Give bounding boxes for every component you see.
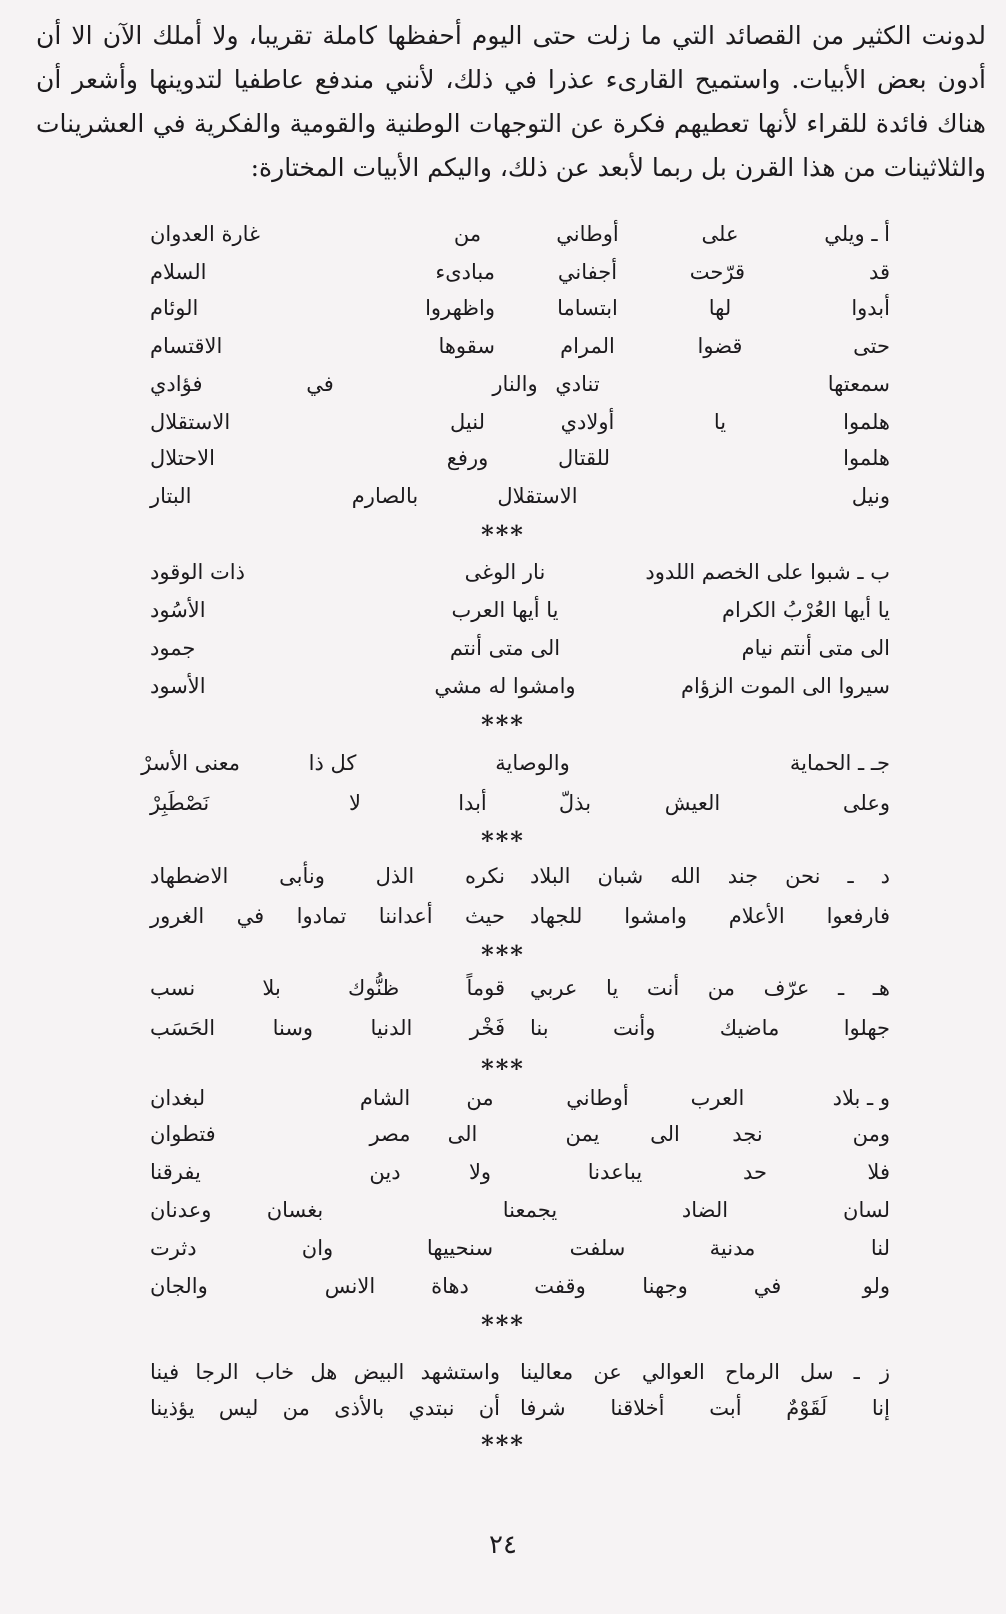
verse-segment: حد xyxy=(742,1160,767,1184)
poem-verse xyxy=(0,478,1006,514)
verse-segment: والوصاية xyxy=(495,751,570,775)
verse-segment: دين xyxy=(369,1160,401,1184)
poem-verse xyxy=(0,785,1006,821)
verse-segment: الاحتلال xyxy=(150,446,215,470)
verse-segment: لا xyxy=(349,791,361,815)
verse-segment: لبغدان xyxy=(150,1086,206,1110)
verse-segment: الاستقلال xyxy=(150,410,231,434)
verse-segment: بذلّ xyxy=(558,791,592,815)
poem-verse xyxy=(0,1230,1006,1266)
poem-verse xyxy=(0,554,1006,590)
verse-segment: ابتساما xyxy=(557,296,618,320)
verse-segment: ب ـ شبوا على الخصم اللدود xyxy=(645,560,890,584)
verse-segment: السلام xyxy=(150,260,207,284)
verse-segment: لنا xyxy=(870,1236,890,1260)
poem-verse xyxy=(0,216,1006,252)
section-separator: *** xyxy=(481,1430,525,1459)
verse-segment: ولو xyxy=(862,1274,890,1298)
verse-segment: واستشهد البيض هل خاب الرجا فينا xyxy=(150,1360,500,1384)
verse-segment: جـ ـ الحماية xyxy=(789,751,890,775)
verse-segment: تنادي xyxy=(555,372,600,396)
verse-segment: معنى الأسرْ xyxy=(141,751,240,775)
poem-verse xyxy=(0,1010,1006,1046)
verse-segment: الضاد xyxy=(681,1198,729,1222)
verse-segment: والنار xyxy=(492,372,538,396)
verse-segment: د ـ نحن جند الله شبان البلاد xyxy=(530,864,890,888)
verse-segment: إنا لَقَوْمٌ أبت أخلاقنا شرفا xyxy=(520,1396,890,1420)
verse-segment: ورفع xyxy=(446,446,489,470)
section-separator: *** xyxy=(481,940,525,969)
poem-verse xyxy=(0,858,1006,894)
verse-segment: سيروا الى الموت الزؤام xyxy=(680,674,890,698)
verse-segment: يباعدنا xyxy=(587,1160,643,1184)
poem-verse xyxy=(0,745,1006,781)
verse-segment: بالصارم xyxy=(351,484,419,508)
verse-segment: قضوا xyxy=(697,334,743,358)
verse-segment: مدنية xyxy=(709,1236,756,1260)
verse-segment: دثرت xyxy=(150,1236,197,1260)
verse-segment: ولا xyxy=(468,1160,492,1184)
verse-segment: المرام xyxy=(560,334,615,358)
verse-segment: البتار xyxy=(150,484,192,508)
verse-segment: قرّحت xyxy=(689,260,745,284)
verse-segment: ز ـ سل الرماح العوالي عن معالينا xyxy=(520,1360,890,1384)
verse-segment: الانس xyxy=(324,1274,376,1298)
verse-segment: نكره الذل ونأبى الاضطهاد xyxy=(150,864,505,888)
verse-segment: وقفت xyxy=(534,1274,586,1298)
verse-segment: أجفاني xyxy=(557,260,618,284)
verse-segment: نجد xyxy=(732,1122,763,1146)
verse-segment: العرب xyxy=(690,1086,745,1110)
poem-verse xyxy=(0,1080,1006,1116)
verse-segment: ذات الوقود xyxy=(150,560,245,584)
verse-segment: فَخْر الدنيا وسنا الحَسَب xyxy=(150,1016,505,1040)
section-separator: *** xyxy=(481,1054,525,1083)
verse-segment: مصر xyxy=(369,1122,411,1146)
poem-verse xyxy=(0,290,1006,326)
verse-segment: فتطوان xyxy=(150,1122,216,1146)
verse-segment: فؤادي xyxy=(150,372,203,396)
verse-segment: الى xyxy=(447,1122,478,1146)
verse-segment: الى متى أنتم xyxy=(449,636,561,660)
verse-segment: سمعتها xyxy=(827,372,890,396)
verse-segment: قد xyxy=(868,260,890,284)
verse-segment: الى متى أنتم نيام xyxy=(741,636,890,660)
section-separator: *** xyxy=(481,1310,525,1339)
poem-verse xyxy=(0,898,1006,934)
verse-segment: الأسُود xyxy=(150,598,206,622)
verse-segment: الأسود xyxy=(150,674,206,698)
verse-segment: بغسان xyxy=(266,1198,324,1222)
poem-verse xyxy=(0,1154,1006,1190)
verse-segment: الى xyxy=(650,1122,680,1146)
section-separator: *** xyxy=(481,710,525,739)
verse-segment: للقتال xyxy=(558,446,610,470)
section-separator: *** xyxy=(481,520,525,549)
poem-verse xyxy=(0,254,1006,290)
poem-verse xyxy=(0,404,1006,440)
verse-segment: سقوها xyxy=(438,334,495,358)
verse-segment: و ـ بلاد xyxy=(832,1086,890,1110)
poem-verse xyxy=(0,668,1006,704)
poem-verse xyxy=(0,1116,1006,1152)
verse-segment: أ ـ ويلي xyxy=(824,222,890,246)
verse-segment: الاقتسام xyxy=(150,334,223,358)
verse-segment: هـ ـ عرّف من أنت يا عربي xyxy=(530,976,890,1000)
verse-segment: ونيل xyxy=(851,484,890,508)
verse-segment: أوطاني xyxy=(556,222,619,246)
poem-verse xyxy=(0,1268,1006,1304)
poem-verse xyxy=(0,1192,1006,1228)
verse-segment: الاستقلال xyxy=(497,484,578,508)
verse-segment: جمود xyxy=(150,636,196,660)
poem-verse xyxy=(0,440,1006,476)
verse-segment: يمن xyxy=(565,1122,600,1146)
poem-verse xyxy=(0,328,1006,364)
verse-segment: يا أيها العرب xyxy=(451,598,559,622)
verse-segment: نَصْطَبِرْ xyxy=(150,791,210,815)
verse-segment: نار الوغى xyxy=(464,560,546,584)
verse-segment: وعدنان xyxy=(150,1198,212,1222)
verse-segment: يا أيها العُرْبُ الكرام xyxy=(722,598,890,622)
verse-segment: غارة العدوان xyxy=(150,222,260,246)
verse-segment: العيش xyxy=(664,791,721,815)
verse-segment: فارفعوا الأعلام وامشوا للجهاد xyxy=(530,904,890,928)
verse-segment: ومن xyxy=(852,1122,890,1146)
verse-segment: يفرقنا xyxy=(150,1160,201,1184)
verse-segment: سلفت xyxy=(569,1236,626,1260)
verse-segment: وامشوا له مشي xyxy=(434,674,576,698)
poem-verse xyxy=(0,592,1006,628)
verse-segment: والجان xyxy=(150,1274,208,1298)
poem-verse xyxy=(0,366,1006,402)
verse-segment: يجمعنا xyxy=(502,1198,558,1222)
poem-verse xyxy=(0,970,1006,1006)
verse-segment: جهلوا ماضيك وأنت بنا xyxy=(530,1016,890,1040)
verse-segment: الوئام xyxy=(150,296,199,320)
verse-segment: وجهنا xyxy=(642,1274,688,1298)
verse-segment: لسان xyxy=(843,1198,890,1222)
verse-segment: أبدا xyxy=(458,791,487,815)
verse-segment: في xyxy=(753,1274,782,1298)
verse-segment: حتى xyxy=(853,334,890,358)
verse-segment: وان xyxy=(301,1236,334,1260)
verse-segment: من xyxy=(453,222,482,246)
verse-segment: هلموا xyxy=(843,446,890,470)
page-number: ٢٤ xyxy=(489,1530,517,1560)
verse-segment: لنيل xyxy=(450,410,485,434)
verse-segment: لها xyxy=(708,296,732,320)
poem-verse xyxy=(0,630,1006,666)
verse-segment: أن نبتدي بالأذى من ليس يؤذينا xyxy=(150,1396,500,1420)
verse-segment: أبدوا xyxy=(851,296,890,320)
verse-segment: يا xyxy=(713,410,727,434)
verse-segment: سنحييها xyxy=(426,1236,494,1260)
verse-segment: على xyxy=(701,222,739,246)
verse-segment: أوطاني xyxy=(566,1086,629,1110)
poem-verse xyxy=(0,1354,1006,1390)
poem-verse xyxy=(0,1390,1006,1426)
verse-segment: من xyxy=(466,1086,494,1110)
section-separator: *** xyxy=(481,826,525,855)
verse-segment: أولادي xyxy=(560,410,615,434)
verse-segment: دهاة xyxy=(431,1274,469,1298)
verse-segment: واظهروا xyxy=(425,296,495,320)
verse-segment: الشام xyxy=(359,1086,411,1110)
verse-segment: قوماً ظنُّوك بلا نسب xyxy=(150,976,505,1000)
verse-segment: حيث أعداننا تمادوا في الغرور xyxy=(150,904,505,928)
verse-segment: فلا xyxy=(867,1160,890,1184)
verse-segment: كل ذا xyxy=(308,751,357,775)
verse-segment: وعلى xyxy=(842,791,890,815)
intro-paragraph: لدونت الكثير من القصائد التي ما زلت حتى اليوم أحفظها كاملة تقريبا، ولا أملك الآن الا أن أدون بعض الأبيات. واستميح القارىء عذرا في ذلك، لأنني مندفع عاطفيا لتدوينها وأشعر أن هناك فائدة للقراء لأنها تعطيهم فكرة عن التوجهات الوطنية والقومية والفكرية في العشرينات والثلاثينات من هذا القرن بل ربما لأبعد عن ذلك، واليكم الأبيات المختارة: xyxy=(36,21,986,182)
verse-segment: هلموا xyxy=(843,410,890,434)
verse-segment: مبادىء xyxy=(435,260,495,284)
verse-segment: في xyxy=(306,372,334,396)
